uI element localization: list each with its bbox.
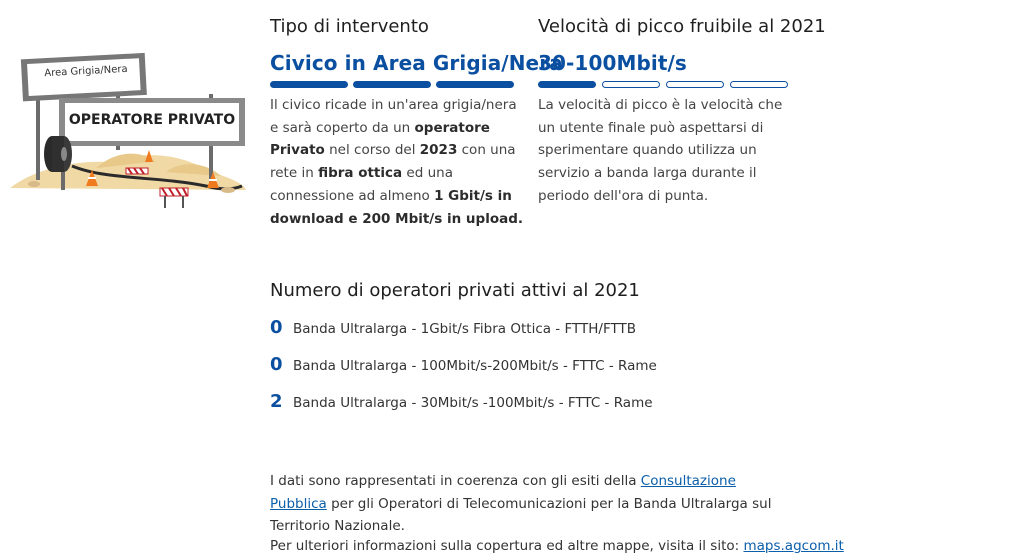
operator-row xyxy=(270,391,790,428)
info-note-text: Per ulteriori informazioni sulla copertura ed altre mappe, visita il sito: xyxy=(270,538,744,554)
consultazione-link[interactable]: Consultazione Pubblica xyxy=(270,473,736,512)
operator-label: Banda Ultralarga - 100Mbit/s-200Mbit/s - FTTC - Rame xyxy=(293,358,657,374)
data-note-text: I dati sono rappresentati in coerenza con gli esiti della xyxy=(270,473,641,489)
sign-area-label: Area Grigia/Nera xyxy=(44,63,128,80)
tipo-description-text: con una rete in xyxy=(270,142,516,182)
tipo-description-text: nel corso del xyxy=(324,142,420,159)
tipo-description-emphasis: fibra ottica xyxy=(318,165,403,182)
data-note-text-end: per gli Operatori di Telecomunicazioni per la Banda Ultralarga sul Territorio Nazionale. xyxy=(270,495,772,535)
tipo-description xyxy=(270,94,525,230)
velocita-description: La velocità di picco è la velocità che un utente finale può aspettarsi di sperimentare quando utilizza un servizio a banda larga durante il periodo dell'ora di punta. xyxy=(538,97,783,204)
velocita-section xyxy=(538,16,826,208)
operator-label: Banda Ultralarga - 1Gbit/s Fibra Ottica - FTTH/FTTB xyxy=(293,321,636,337)
tipo-description-text: Il civico ricade in un'area grigia/nera e sarà coperto da un xyxy=(270,97,517,136)
velocita-progress-segment xyxy=(602,81,660,88)
operator-count: 0 xyxy=(270,354,283,375)
agcom-link[interactable]: maps.agcom.it xyxy=(743,538,844,554)
velocita-progress-segment xyxy=(538,81,596,88)
tipo-description-emphasis: 2023 xyxy=(419,142,458,159)
info-note xyxy=(270,535,844,558)
operator-count: 0 xyxy=(270,317,283,338)
tipo-description-emphasis: operatore Privato xyxy=(270,119,490,159)
tipo-description-text: ed una connessione ad almeno xyxy=(270,165,453,204)
velocita-progress-segment xyxy=(666,81,724,88)
operatori-section xyxy=(270,280,790,428)
velocita-progress-segment xyxy=(730,81,788,88)
operator-row xyxy=(270,354,790,391)
sign-operator-label: OPERATORE PRIVATO xyxy=(68,112,236,128)
operator-label: Banda Ultralarga - 30Mbit/s -100Mbit/s - FTTC - Rame xyxy=(293,395,653,411)
data-note xyxy=(270,470,790,538)
velocita-heading: Velocità di picco fruibile al 2021 xyxy=(538,16,826,37)
operator-count: 2 xyxy=(270,391,283,412)
velocita-progress xyxy=(538,81,798,88)
operatori-heading: Numero di operatori privati attivi al 2021 xyxy=(270,280,640,301)
operator-row xyxy=(270,317,790,354)
tipo-value: Civico in Area Grigia/Nera xyxy=(270,51,563,75)
tipo-progress xyxy=(270,81,525,88)
operatori-list xyxy=(270,317,790,428)
construction-illustration xyxy=(6,50,254,218)
velocita-value: 30-100Mbit/s xyxy=(538,51,687,75)
tipo-progress-segment xyxy=(353,81,431,88)
tipo-progress-segment xyxy=(270,81,348,88)
tipo-description-emphasis: 1 Gbit/s in download e 200 Mbit/s in upload. xyxy=(270,187,523,227)
tipo-progress-segment xyxy=(436,81,514,88)
tipo-heading: Tipo di intervento xyxy=(270,16,429,37)
tipo-section xyxy=(270,16,563,230)
